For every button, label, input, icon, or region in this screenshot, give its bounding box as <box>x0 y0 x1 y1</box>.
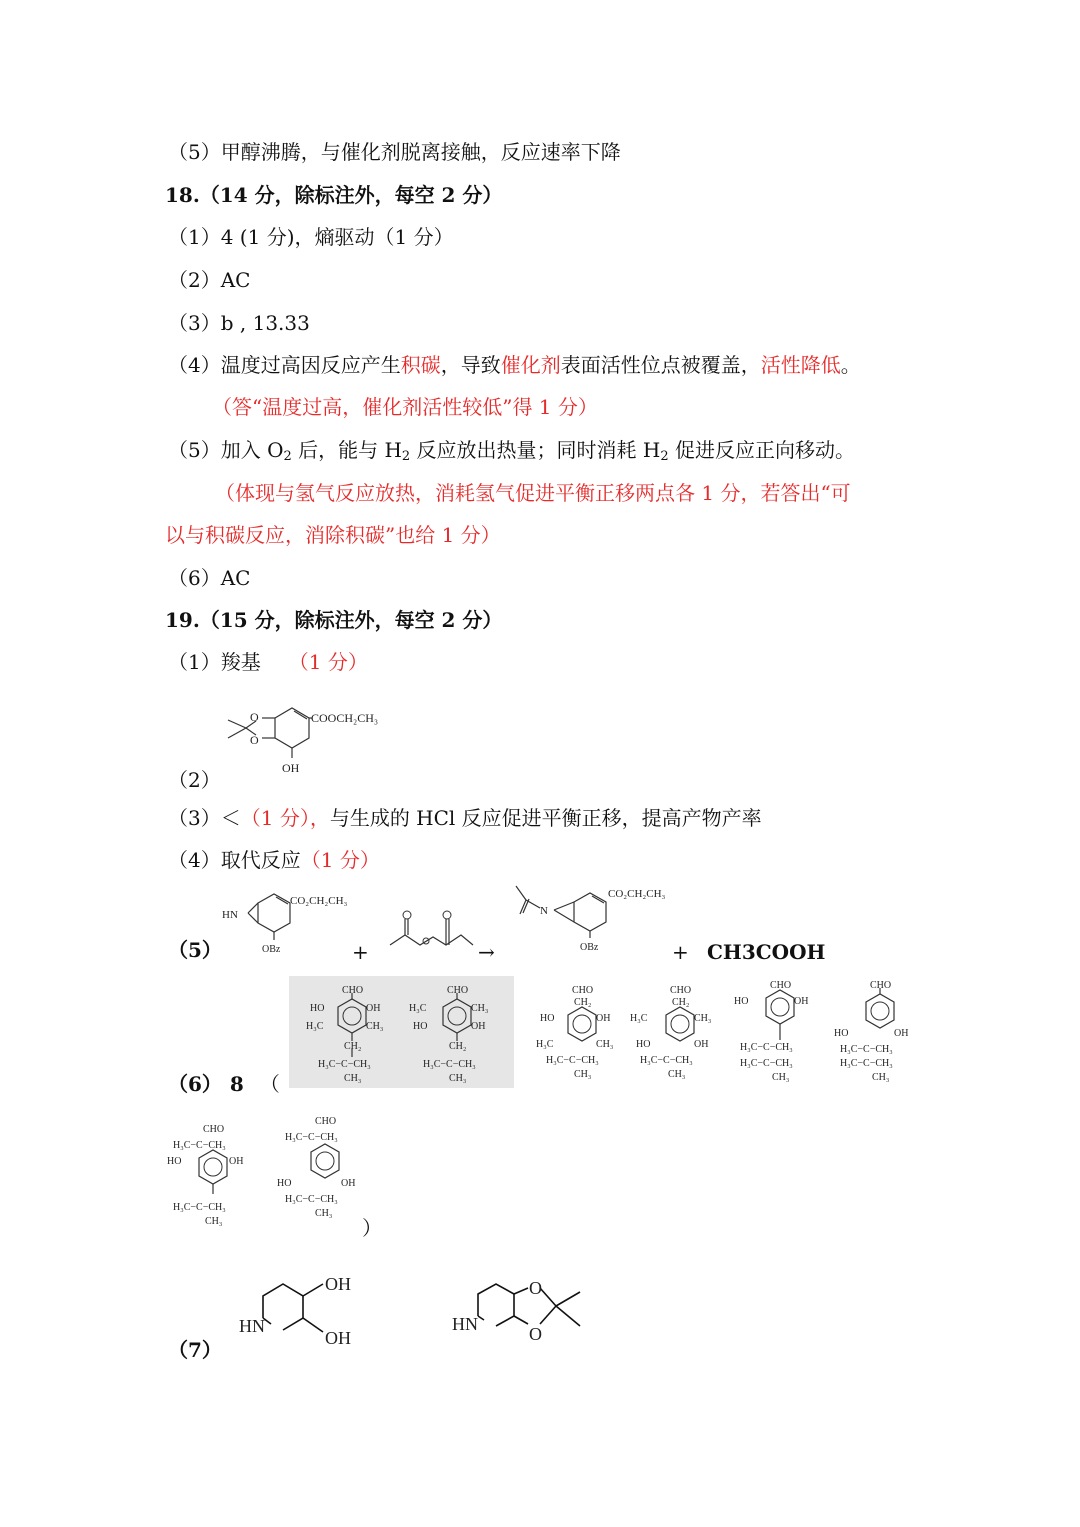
answer-17-5: （5）甲醇沸腾，与催化剂脱离接触，反应速率下降 <box>168 140 621 164</box>
svg-text:OH: OH <box>894 1028 909 1039</box>
svg-text:CH₃: CH₃ <box>694 1013 712 1024</box>
svg-text:CH₃: CH₃ <box>449 1073 467 1084</box>
q18-answer-3: （3）b , 13.33 <box>168 311 310 335</box>
q18-a4-key-3: 活性降低 <box>760 353 841 377</box>
q18-a5-sub-1: 2 <box>283 449 292 464</box>
q18-a5-text-3: 反应放出热量；同时消耗 H <box>410 438 661 462</box>
q18-a4-text-2: ，导致 <box>440 353 501 377</box>
q19-a1-text: （1）羧基 <box>168 650 261 674</box>
svg-text:H₃C−C−CH₃: H₃C−C−CH₃ <box>740 1042 793 1053</box>
q18-a5-note-1: （体现与氢气反应放热，消耗氢气促进平衡正移两点各 1 分，若答出“可 <box>215 481 851 505</box>
o-label-2: O <box>529 1324 542 1344</box>
isomer-2 <box>405 985 505 1085</box>
q19-answer-3 <box>168 806 762 830</box>
svg-text:H₃C−C−CH₃: H₃C−C−CH₃ <box>318 1059 371 1070</box>
svg-text:CH₃: CH₃ <box>872 1072 890 1083</box>
svg-text:CHO: CHO <box>670 985 692 996</box>
svg-text:OH: OH <box>229 1156 244 1167</box>
svg-text:CH₃: CH₃ <box>772 1072 790 1083</box>
hn-label: HN <box>239 1316 265 1336</box>
svg-text:OH: OH <box>471 1021 486 1032</box>
q18-a5-note-2: 以与积碳反应，消除积碳”也给 1 分） <box>165 523 501 547</box>
svg-text:OH: OH <box>596 1013 611 1024</box>
obz-label: OBz <box>262 944 281 955</box>
svg-text:OH: OH <box>341 1178 356 1189</box>
svg-text:OH: OH <box>694 1039 709 1050</box>
svg-text:H₃C−C−CH₃: H₃C−C−CH₃ <box>423 1059 476 1070</box>
open-paren: （ <box>259 1072 280 1096</box>
q19-answer-2-label: （2） <box>168 768 221 792</box>
svg-text:CHO: CHO <box>870 980 892 991</box>
q18-answer-1: （1）4 (1 分)，熵驱动（1 分） <box>168 225 454 249</box>
n-label: N <box>540 905 548 917</box>
q19-a2-structure <box>220 700 400 780</box>
svg-text:HO: HO <box>277 1178 292 1189</box>
q18-a5-text-1: （5）加入 O <box>168 438 284 462</box>
svg-text:CH₂: CH₂ <box>672 997 690 1008</box>
q19-a1-score: （1 分） <box>288 650 368 674</box>
plus-sign-1: + <box>352 940 369 964</box>
svg-text:H₃C−C−CH₃: H₃C−C−CH₃ <box>740 1058 793 1069</box>
q18-heading: 18.（14 分，除标注外，每空 2 分） <box>165 183 503 207</box>
svg-text:CH₃: CH₃ <box>574 1069 592 1080</box>
plus-sign-2: + <box>672 940 689 964</box>
q18-a4-key-2: 催化剂 <box>500 353 561 377</box>
svg-text:HO: HO <box>834 1028 849 1039</box>
isomer-1 <box>300 985 400 1085</box>
q18-answer-4 <box>168 353 861 377</box>
isomer-3 <box>530 985 630 1085</box>
svg-text:CHO: CHO <box>770 980 792 991</box>
oh-label: OH <box>282 761 300 775</box>
svg-text:H₃C−C−CH₃: H₃C−C−CH₃ <box>285 1194 338 1205</box>
q18-answer-2: （2）AC <box>168 268 251 292</box>
isomer-7 <box>165 1118 265 1233</box>
piperidine-diol-structure <box>235 1268 375 1358</box>
ester-label: COOCH₂CH₃ <box>311 711 379 725</box>
hn-label: HN <box>452 1314 478 1334</box>
q19-answer-6-label <box>168 1072 280 1096</box>
svg-text:CHO: CHO <box>315 1116 337 1127</box>
svg-text:CHO: CHO <box>342 985 364 996</box>
svg-text:OH: OH <box>794 996 809 1007</box>
svg-text:CHO: CHO <box>203 1124 225 1135</box>
svg-text:CHO: CHO <box>572 985 594 996</box>
svg-text:H₃C−C−CH₃: H₃C−C−CH₃ <box>840 1058 893 1069</box>
q18-answer-6: （6）AC <box>168 566 251 590</box>
q19-a3-score: （1 分）， <box>240 806 330 830</box>
svg-text:H₃C−C−CH₃: H₃C−C−CH₃ <box>640 1055 693 1066</box>
q18-a5-sub-2: 2 <box>401 449 411 464</box>
hn-label: HN <box>222 909 238 921</box>
close-paren: ） <box>362 1216 382 1240</box>
isomer-4 <box>628 985 728 1085</box>
ester-label: CO₂CH₂CH₃ <box>608 888 666 900</box>
q18-a5-sub-3: 2 <box>660 449 669 464</box>
q19-answer-1 <box>168 650 368 674</box>
svg-text:CHO: CHO <box>447 985 469 996</box>
svg-text:CH₃: CH₃ <box>366 1021 384 1032</box>
svg-text:CH₃: CH₃ <box>471 1003 489 1014</box>
acetic-anhydride-structure <box>385 905 475 955</box>
q19-answer-7-label: （7） <box>168 1338 222 1362</box>
svg-text:H₃C−C−CH₃: H₃C−C−CH₃ <box>285 1132 338 1143</box>
svg-text:HO: HO <box>167 1156 182 1167</box>
o-atom-2: O <box>250 733 259 747</box>
ester-label: CO₂CH₂CH₃ <box>290 895 348 907</box>
svg-text:HO: HO <box>636 1039 651 1050</box>
svg-text:CH₃: CH₃ <box>668 1069 686 1080</box>
acetic-acid-byproduct: CH3COOH <box>707 940 826 964</box>
isomer-5 <box>732 980 832 1085</box>
q18-a4-text-3: 表面活性位点被覆盖， <box>560 353 761 377</box>
q18-a4-text-1: （4）温度过高因反应产生 <box>168 353 401 377</box>
svg-text:H₃C: H₃C <box>409 1003 427 1014</box>
svg-text:OH: OH <box>366 1003 381 1014</box>
o-label-1: O <box>529 1278 542 1298</box>
svg-text:H₃C: H₃C <box>306 1021 324 1032</box>
q18-a4-note: （答“温度过高，催化剂活性较低”得 1 分） <box>212 395 598 419</box>
svg-text:HO: HO <box>540 1013 555 1024</box>
svg-text:H₃C−C−CH₃: H₃C−C−CH₃ <box>840 1044 893 1055</box>
q19-heading: 19.（15 分，除标注外，每空 2 分） <box>165 608 503 632</box>
reaction-arrow: → <box>478 940 495 964</box>
svg-text:CH₂: CH₂ <box>449 1041 467 1052</box>
svg-text:H₃C: H₃C <box>536 1039 554 1050</box>
svg-text:CH₃: CH₃ <box>315 1208 333 1219</box>
q19-a6-label: （6） <box>168 1072 222 1096</box>
q19-a3-text-2: 与生成的 HCl 反应促进平衡正移，提高产物产率 <box>329 806 762 830</box>
q19-a5-product <box>508 880 678 960</box>
oh-label-2: OH <box>325 1328 351 1348</box>
svg-text:H₃C−C−CH₃: H₃C−C−CH₃ <box>173 1202 226 1213</box>
svg-text:H₃C: H₃C <box>630 1013 648 1024</box>
svg-text:CH₂: CH₂ <box>344 1041 362 1052</box>
q18-a4-text-4: 。 <box>840 353 861 377</box>
svg-text:HO: HO <box>310 1003 325 1014</box>
svg-text:H₃C−C−CH₃: H₃C−C−CH₃ <box>546 1055 599 1066</box>
svg-text:CH₃: CH₃ <box>205 1216 223 1227</box>
oh-label-1: OH <box>325 1274 351 1294</box>
obz-label: OBz <box>580 942 599 953</box>
q18-a5-text-2: 后，能与 H <box>291 438 402 462</box>
q19-a4-score: （1 分） <box>300 848 380 872</box>
acetonide-structure <box>450 1272 600 1352</box>
q19-answer-5-label: （5） <box>168 938 222 962</box>
svg-text:CH₃: CH₃ <box>596 1039 614 1050</box>
q19-a4-text: （4）取代反应 <box>168 848 301 872</box>
svg-text:HO: HO <box>413 1021 428 1032</box>
q18-answer-5 <box>168 438 855 462</box>
o-atom-1: O <box>250 710 259 724</box>
q19-answer-4 <box>168 848 380 872</box>
q19-a5-reactant <box>218 888 348 958</box>
isomer-8 <box>275 1112 375 1227</box>
isomer-count: 8 <box>229 1072 244 1096</box>
svg-text:CH₂: CH₂ <box>574 997 592 1008</box>
q19-a3-text-1: （3）＜ <box>168 806 241 830</box>
svg-text:H₃C−C−CH₃: H₃C−C−CH₃ <box>173 1140 226 1151</box>
svg-text:CH₃: CH₃ <box>344 1073 362 1084</box>
q18-a4-key-1: 积碳 <box>400 353 441 377</box>
isomer-6 <box>832 980 932 1085</box>
q18-a5-text-4: 促进反应正向移动。 <box>668 438 855 462</box>
svg-text:HO: HO <box>734 996 749 1007</box>
